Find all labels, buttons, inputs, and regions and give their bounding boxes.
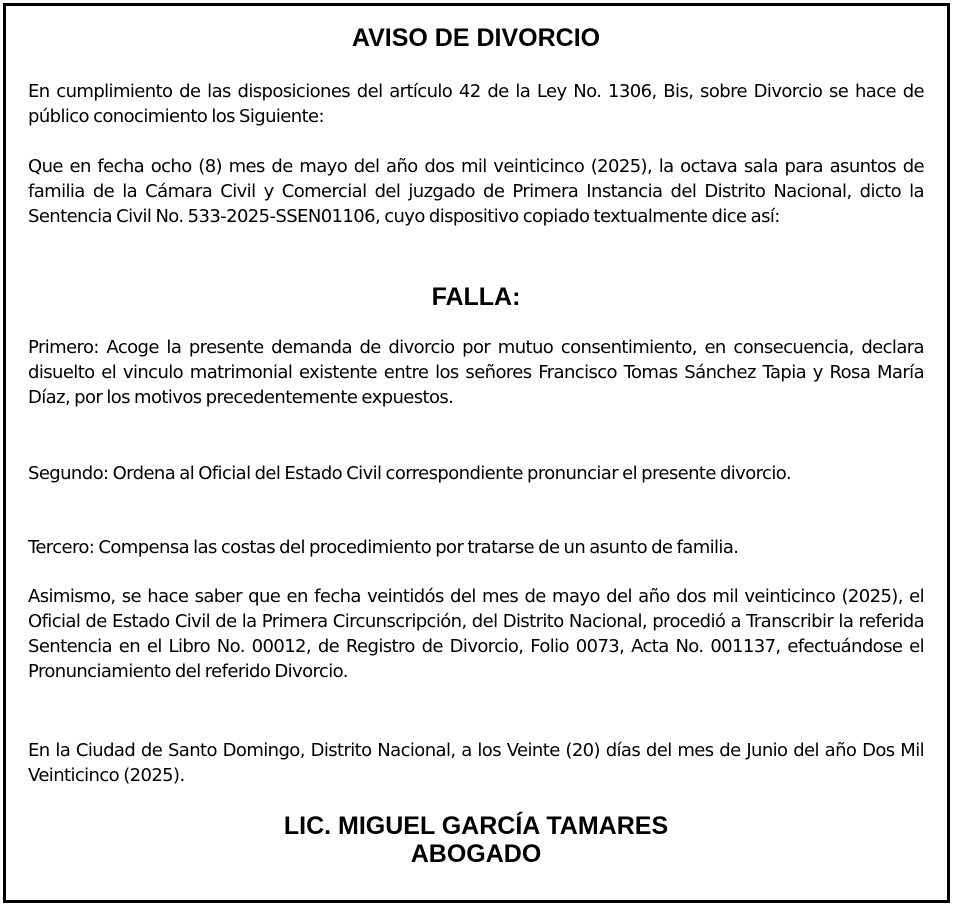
notice-content: [28, 6, 924, 900]
intro-paragraph: En cumplimiento de las disposiciones del artículo 42 de la Ley No. 1306, Bis, sobre Divorcio se hace de público conocimiento los Siguiente:: [28, 81, 924, 127]
signer-title: ABOGADO: [410, 840, 542, 868]
divorce-notice: [3, 3, 950, 903]
segundo-paragraph: Segundo: Ordena al Oficial del Estado Civil correspondiente pronunciar el presente divorcio.: [28, 463, 791, 484]
falla-heading: FALLA:: [431, 283, 521, 311]
primero-paragraph: Primero: Acoge la presente demanda de divorcio por mutuo consentimiento, en consecuencia, declara disuelto el vinculo matrimonial existente entre los señores Francisco Tomas Sánchez Tapia y Rosa María Díaz, por los motivos precedentemente expuestos.: [28, 337, 924, 408]
tercero-paragraph: Tercero: Compensa las costas del procedimiento por tratarse de un asunto de familia.: [28, 537, 739, 558]
signer-name: LIC. MIGUEL GARCÍA TAMARES: [283, 812, 669, 840]
place-date-paragraph: En la Ciudad de Santo Domingo, Distrito Nacional, a los Veinte (20) días del mes de Junio del año Dos Mil Veinticinco (2025).: [28, 740, 924, 786]
asimismo-paragraph: Asimismo, se hace saber que en fecha veintidós del mes de mayo del año dos mil veinticinco (2025), el Oficial de Estado Civil de la Primera Circunscripción, del Distrito Nacional, procedió a Transcribir la referida Sentencia en el Libro No. 00012, de Registro de Divorcio, Folio 0073, Acta No. 001137, efectuándose el Pronunciamiento del referido Divorcio.: [28, 586, 924, 682]
notice-title: AVISO DE DIVORCIO: [351, 24, 601, 52]
signature-block: [28, 812, 924, 868]
sentence-info-paragraph: Que en fecha ocho (8) mes de mayo del año dos mil veinticinco (2025), la octava sala para asuntos de familia de la Cámara Civil y Comercial del juzgado de Primera Instancia del Distrito Nacional, dicto la Sentencia Civil No. 533-2025-SSEN01106, cuyo dispositivo copiado textualmente dice así:: [28, 156, 924, 227]
